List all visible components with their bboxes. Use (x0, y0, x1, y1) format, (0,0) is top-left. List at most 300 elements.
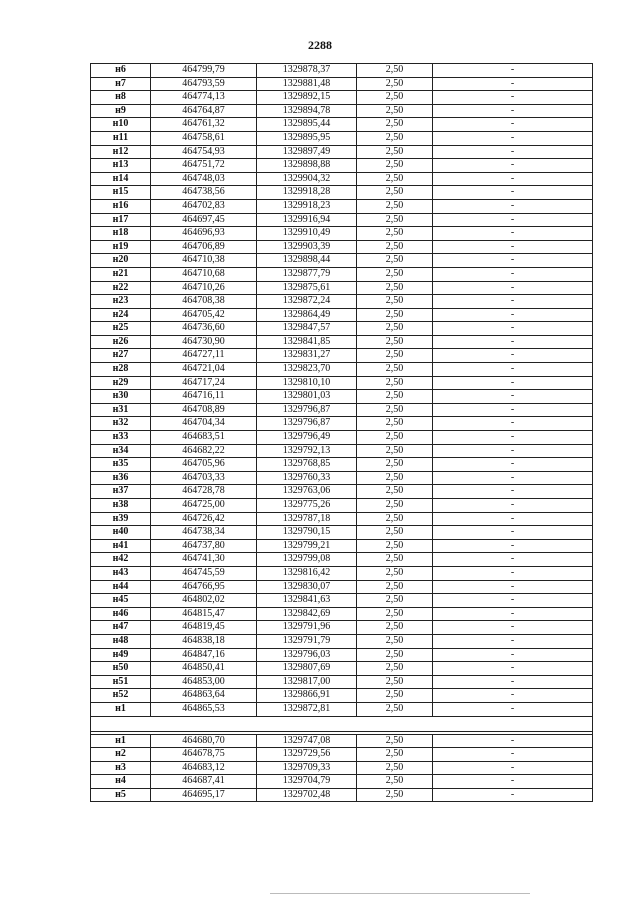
y-coordinate-cell: 1329796,49 (257, 431, 357, 445)
table-row (91, 240, 593, 254)
table-row (91, 580, 593, 594)
y-coordinate-cell: 1329831,27 (257, 349, 357, 363)
y-coordinate-cell: 1329768,85 (257, 458, 357, 472)
x-coordinate-cell: 464716,11 (151, 390, 257, 404)
accuracy-cell: 2,50 (357, 788, 433, 802)
accuracy-cell: 2,50 (357, 322, 433, 336)
y-coordinate-cell: 1329791,79 (257, 634, 357, 648)
point-name-cell: н16 (91, 199, 151, 213)
table-row (91, 213, 593, 227)
accuracy-cell: 2,50 (357, 499, 433, 513)
empty-cell (91, 716, 593, 731)
accuracy-cell: 2,50 (357, 689, 433, 703)
point-name-cell: н9 (91, 104, 151, 118)
point-name-cell: н1 (91, 702, 151, 716)
note-cell: - (433, 172, 593, 186)
note-cell: - (433, 213, 593, 227)
y-coordinate-cell: 1329792,13 (257, 444, 357, 458)
point-name-cell: н50 (91, 662, 151, 676)
table-row (91, 499, 593, 513)
y-coordinate-cell: 1329787,18 (257, 512, 357, 526)
accuracy-cell: 2,50 (357, 580, 433, 594)
note-cell: - (433, 675, 593, 689)
accuracy-cell: 2,50 (357, 566, 433, 580)
point-name-cell: н22 (91, 281, 151, 295)
table-row (91, 539, 593, 553)
x-coordinate-cell: 464728,78 (151, 485, 257, 499)
note-cell: - (433, 702, 593, 716)
x-coordinate-cell: 464680,70 (151, 734, 257, 748)
y-coordinate-cell: 1329704,79 (257, 775, 357, 789)
accuracy-cell: 2,50 (357, 662, 433, 676)
table-row (91, 417, 593, 431)
note-cell: - (433, 308, 593, 322)
x-coordinate-cell: 464706,89 (151, 240, 257, 254)
x-coordinate-cell: 464793,59 (151, 77, 257, 91)
x-coordinate-cell: 464696,93 (151, 227, 257, 241)
table-row (91, 634, 593, 648)
y-coordinate-cell: 1329895,44 (257, 118, 357, 132)
table-row (91, 485, 593, 499)
accuracy-cell: 2,50 (357, 485, 433, 499)
point-name-cell: н35 (91, 458, 151, 472)
point-name-cell: н3 (91, 761, 151, 775)
x-coordinate-cell: 464726,42 (151, 512, 257, 526)
note-cell: - (433, 159, 593, 173)
y-coordinate-cell: 1329807,69 (257, 662, 357, 676)
note-cell: - (433, 566, 593, 580)
table-row (91, 526, 593, 540)
y-coordinate-cell: 1329910,49 (257, 227, 357, 241)
accuracy-cell: 2,50 (357, 702, 433, 716)
y-coordinate-cell: 1329810,10 (257, 376, 357, 390)
accuracy-cell: 2,50 (357, 444, 433, 458)
y-coordinate-cell: 1329877,79 (257, 267, 357, 281)
note-cell: - (433, 761, 593, 775)
x-coordinate-cell: 464741,30 (151, 553, 257, 567)
note-cell: - (433, 417, 593, 431)
accuracy-cell: 2,50 (357, 281, 433, 295)
accuracy-cell: 2,50 (357, 775, 433, 789)
note-cell: - (433, 403, 593, 417)
y-coordinate-cell: 1329918,23 (257, 199, 357, 213)
note-cell: - (433, 104, 593, 118)
note-cell: - (433, 607, 593, 621)
point-name-cell: н51 (91, 675, 151, 689)
point-name-cell: н52 (91, 689, 151, 703)
x-coordinate-cell: 464683,12 (151, 761, 257, 775)
y-coordinate-cell: 1329830,07 (257, 580, 357, 594)
accuracy-cell: 2,50 (357, 458, 433, 472)
x-coordinate-cell: 464710,26 (151, 281, 257, 295)
y-coordinate-cell: 1329878,37 (257, 64, 357, 78)
x-coordinate-cell: 464704,34 (151, 417, 257, 431)
note-cell: - (433, 240, 593, 254)
x-coordinate-cell: 464708,89 (151, 403, 257, 417)
accuracy-cell: 2,50 (357, 621, 433, 635)
table-row (91, 267, 593, 281)
table-row (91, 607, 593, 621)
accuracy-cell: 2,50 (357, 77, 433, 91)
x-coordinate-cell: 464703,33 (151, 471, 257, 485)
point-name-cell: н29 (91, 376, 151, 390)
point-name-cell: н44 (91, 580, 151, 594)
x-coordinate-cell: 464802,02 (151, 594, 257, 608)
note-cell: - (433, 512, 593, 526)
note-cell: - (433, 335, 593, 349)
point-name-cell: н32 (91, 417, 151, 431)
accuracy-cell: 2,50 (357, 308, 433, 322)
x-coordinate-cell: 464738,56 (151, 186, 257, 200)
x-coordinate-cell: 464815,47 (151, 607, 257, 621)
y-coordinate-cell: 1329875,61 (257, 281, 357, 295)
table-row (91, 431, 593, 445)
accuracy-cell: 2,50 (357, 295, 433, 309)
scan-edge-line (270, 893, 530, 894)
y-coordinate-cell: 1329796,87 (257, 417, 357, 431)
point-name-cell: н30 (91, 390, 151, 404)
point-name-cell: н23 (91, 295, 151, 309)
y-coordinate-cell: 1329842,69 (257, 607, 357, 621)
table-row (91, 775, 593, 789)
x-coordinate-cell: 464764,87 (151, 104, 257, 118)
y-coordinate-cell: 1329790,15 (257, 526, 357, 540)
point-name-cell: н36 (91, 471, 151, 485)
note-cell: - (433, 444, 593, 458)
accuracy-cell: 2,50 (357, 417, 433, 431)
note-cell: - (433, 77, 593, 91)
y-coordinate-cell: 1329702,48 (257, 788, 357, 802)
point-name-cell: н40 (91, 526, 151, 540)
x-coordinate-cell: 464710,38 (151, 254, 257, 268)
note-cell: - (433, 91, 593, 105)
accuracy-cell: 2,50 (357, 403, 433, 417)
note-cell: - (433, 458, 593, 472)
accuracy-cell: 2,50 (357, 734, 433, 748)
note-cell: - (433, 363, 593, 377)
note-cell: - (433, 621, 593, 635)
point-name-cell: н14 (91, 172, 151, 186)
point-name-cell: н46 (91, 607, 151, 621)
table-row (91, 761, 593, 775)
point-name-cell: н4 (91, 775, 151, 789)
x-coordinate-cell: 464761,32 (151, 118, 257, 132)
x-coordinate-cell: 464697,45 (151, 213, 257, 227)
note-cell: - (433, 775, 593, 789)
accuracy-cell: 2,50 (357, 131, 433, 145)
note-cell: - (433, 634, 593, 648)
table-row (91, 748, 593, 762)
y-coordinate-cell: 1329904,32 (257, 172, 357, 186)
table-row (91, 281, 593, 295)
point-name-cell: н31 (91, 403, 151, 417)
point-name-cell: н18 (91, 227, 151, 241)
note-cell: - (433, 499, 593, 513)
table-row (91, 254, 593, 268)
y-coordinate-cell: 1329796,87 (257, 403, 357, 417)
table-row (91, 512, 593, 526)
y-coordinate-cell: 1329801,03 (257, 390, 357, 404)
accuracy-cell: 2,50 (357, 199, 433, 213)
table-row (91, 376, 593, 390)
accuracy-cell: 2,50 (357, 240, 433, 254)
y-coordinate-cell: 1329841,85 (257, 335, 357, 349)
x-coordinate-cell: 464853,00 (151, 675, 257, 689)
y-coordinate-cell: 1329823,70 (257, 363, 357, 377)
accuracy-cell: 2,50 (357, 761, 433, 775)
table-row (91, 788, 593, 802)
x-coordinate-cell: 464727,11 (151, 349, 257, 363)
table-row (91, 621, 593, 635)
point-name-cell: н19 (91, 240, 151, 254)
y-coordinate-cell: 1329881,48 (257, 77, 357, 91)
point-name-cell: н1 (91, 734, 151, 748)
note-cell: - (433, 648, 593, 662)
table-row (91, 91, 593, 105)
note-cell: - (433, 485, 593, 499)
accuracy-cell: 2,50 (357, 118, 433, 132)
y-coordinate-cell: 1329709,33 (257, 761, 357, 775)
y-coordinate-cell: 1329791,96 (257, 621, 357, 635)
coordinates-table (90, 63, 593, 802)
table-row (91, 662, 593, 676)
table-row (91, 308, 593, 322)
table-row (91, 227, 593, 241)
point-name-cell: н37 (91, 485, 151, 499)
note-cell: - (433, 689, 593, 703)
x-coordinate-cell: 464766,95 (151, 580, 257, 594)
table-row (91, 118, 593, 132)
x-coordinate-cell: 464850,41 (151, 662, 257, 676)
accuracy-cell: 2,50 (357, 539, 433, 553)
y-coordinate-cell: 1329799,08 (257, 553, 357, 567)
point-name-cell: н38 (91, 499, 151, 513)
y-coordinate-cell: 1329872,24 (257, 295, 357, 309)
x-coordinate-cell: 464737,80 (151, 539, 257, 553)
x-coordinate-cell: 464847,16 (151, 648, 257, 662)
table-row (91, 702, 593, 716)
y-coordinate-cell: 1329872,81 (257, 702, 357, 716)
accuracy-cell: 2,50 (357, 213, 433, 227)
spacer-row (91, 716, 593, 731)
note-cell: - (433, 539, 593, 553)
note-cell: - (433, 281, 593, 295)
table-row (91, 77, 593, 91)
note-cell: - (433, 734, 593, 748)
accuracy-cell: 2,50 (357, 104, 433, 118)
x-coordinate-cell: 464721,04 (151, 363, 257, 377)
y-coordinate-cell: 1329747,08 (257, 734, 357, 748)
table-row (91, 349, 593, 363)
accuracy-cell: 2,50 (357, 634, 433, 648)
y-coordinate-cell: 1329892,15 (257, 91, 357, 105)
table-row (91, 104, 593, 118)
x-coordinate-cell: 464695,17 (151, 788, 257, 802)
point-name-cell: н6 (91, 64, 151, 78)
accuracy-cell: 2,50 (357, 748, 433, 762)
note-cell: - (433, 349, 593, 363)
point-name-cell: н34 (91, 444, 151, 458)
table-row (91, 390, 593, 404)
accuracy-cell: 2,50 (357, 512, 433, 526)
x-coordinate-cell: 464683,51 (151, 431, 257, 445)
table-row (91, 335, 593, 349)
table-row (91, 458, 593, 472)
table-row (91, 295, 593, 309)
note-cell: - (433, 186, 593, 200)
accuracy-cell: 2,50 (357, 254, 433, 268)
point-name-cell: н41 (91, 539, 151, 553)
point-name-cell: н2 (91, 748, 151, 762)
y-coordinate-cell: 1329895,95 (257, 131, 357, 145)
x-coordinate-cell: 464705,96 (151, 458, 257, 472)
note-cell: - (433, 788, 593, 802)
x-coordinate-cell: 464838,18 (151, 634, 257, 648)
table-row (91, 322, 593, 336)
note-cell: - (433, 199, 593, 213)
note-cell: - (433, 145, 593, 159)
point-name-cell: н33 (91, 431, 151, 445)
point-name-cell: н11 (91, 131, 151, 145)
accuracy-cell: 2,50 (357, 186, 433, 200)
table-row (91, 734, 593, 748)
point-name-cell: н47 (91, 621, 151, 635)
point-name-cell: н27 (91, 349, 151, 363)
note-cell: - (433, 594, 593, 608)
y-coordinate-cell: 1329866,91 (257, 689, 357, 703)
note-cell: - (433, 662, 593, 676)
point-name-cell: н21 (91, 267, 151, 281)
point-name-cell: н20 (91, 254, 151, 268)
point-name-cell: н39 (91, 512, 151, 526)
x-coordinate-cell: 464745,59 (151, 566, 257, 580)
x-coordinate-cell: 464736,60 (151, 322, 257, 336)
x-coordinate-cell: 464748,03 (151, 172, 257, 186)
accuracy-cell: 2,50 (357, 553, 433, 567)
note-cell: - (433, 131, 593, 145)
note-cell: - (433, 471, 593, 485)
x-coordinate-cell: 464708,38 (151, 295, 257, 309)
accuracy-cell: 2,50 (357, 64, 433, 78)
table-row (91, 131, 593, 145)
y-coordinate-cell: 1329898,44 (257, 254, 357, 268)
point-name-cell: н10 (91, 118, 151, 132)
x-coordinate-cell: 464682,22 (151, 444, 257, 458)
note-cell: - (433, 526, 593, 540)
table-row (91, 648, 593, 662)
y-coordinate-cell: 1329918,28 (257, 186, 357, 200)
x-coordinate-cell: 464710,68 (151, 267, 257, 281)
x-coordinate-cell: 464799,79 (151, 64, 257, 78)
table-row (91, 689, 593, 703)
accuracy-cell: 2,50 (357, 91, 433, 105)
page-number: 2288 (308, 38, 332, 52)
x-coordinate-cell: 464751,72 (151, 159, 257, 173)
accuracy-cell: 2,50 (357, 675, 433, 689)
note-cell: - (433, 431, 593, 445)
y-coordinate-cell: 1329898,88 (257, 159, 357, 173)
point-name-cell: н5 (91, 788, 151, 802)
y-coordinate-cell: 1329916,94 (257, 213, 357, 227)
point-name-cell: н43 (91, 566, 151, 580)
accuracy-cell: 2,50 (357, 648, 433, 662)
point-name-cell: н48 (91, 634, 151, 648)
table-row (91, 471, 593, 485)
x-coordinate-cell: 464687,41 (151, 775, 257, 789)
y-coordinate-cell: 1329729,56 (257, 748, 357, 762)
x-coordinate-cell: 464705,42 (151, 308, 257, 322)
accuracy-cell: 2,50 (357, 363, 433, 377)
note-cell: - (433, 64, 593, 78)
table-row (91, 675, 593, 689)
point-name-cell: н49 (91, 648, 151, 662)
y-coordinate-cell: 1329816,42 (257, 566, 357, 580)
x-coordinate-cell: 464754,93 (151, 145, 257, 159)
point-name-cell: н17 (91, 213, 151, 227)
x-coordinate-cell: 464678,75 (151, 748, 257, 762)
y-coordinate-cell: 1329775,26 (257, 499, 357, 513)
x-coordinate-cell: 464865,53 (151, 702, 257, 716)
x-coordinate-cell: 464819,45 (151, 621, 257, 635)
table-row (91, 172, 593, 186)
table-row (91, 553, 593, 567)
accuracy-cell: 2,50 (357, 349, 433, 363)
y-coordinate-cell: 1329897,49 (257, 145, 357, 159)
point-name-cell: н28 (91, 363, 151, 377)
y-coordinate-cell: 1329903,39 (257, 240, 357, 254)
x-coordinate-cell: 464717,24 (151, 376, 257, 390)
table-row (91, 186, 593, 200)
note-cell: - (433, 748, 593, 762)
note-cell: - (433, 254, 593, 268)
note-cell: - (433, 580, 593, 594)
accuracy-cell: 2,50 (357, 267, 433, 281)
y-coordinate-cell: 1329894,78 (257, 104, 357, 118)
y-coordinate-cell: 1329760,33 (257, 471, 357, 485)
x-coordinate-cell: 464702,83 (151, 199, 257, 213)
y-coordinate-cell: 1329847,57 (257, 322, 357, 336)
table-row (91, 403, 593, 417)
table-row (91, 594, 593, 608)
accuracy-cell: 2,50 (357, 607, 433, 621)
table-row (91, 199, 593, 213)
point-name-cell: н7 (91, 77, 151, 91)
x-coordinate-cell: 464863,64 (151, 689, 257, 703)
table-row (91, 566, 593, 580)
y-coordinate-cell: 1329864,49 (257, 308, 357, 322)
point-name-cell: н45 (91, 594, 151, 608)
x-coordinate-cell: 464758,61 (151, 131, 257, 145)
table-row (91, 363, 593, 377)
accuracy-cell: 2,50 (357, 145, 433, 159)
note-cell: - (433, 227, 593, 241)
note-cell: - (433, 267, 593, 281)
point-name-cell: н25 (91, 322, 151, 336)
point-name-cell: н15 (91, 186, 151, 200)
note-cell: - (433, 295, 593, 309)
point-name-cell: н8 (91, 91, 151, 105)
accuracy-cell: 2,50 (357, 471, 433, 485)
accuracy-cell: 2,50 (357, 172, 433, 186)
x-coordinate-cell: 464730,90 (151, 335, 257, 349)
y-coordinate-cell: 1329817,00 (257, 675, 357, 689)
y-coordinate-cell: 1329763,06 (257, 485, 357, 499)
y-coordinate-cell: 1329841,63 (257, 594, 357, 608)
point-name-cell: н26 (91, 335, 151, 349)
accuracy-cell: 2,50 (357, 390, 433, 404)
table-row (91, 444, 593, 458)
x-coordinate-cell: 464774,13 (151, 91, 257, 105)
